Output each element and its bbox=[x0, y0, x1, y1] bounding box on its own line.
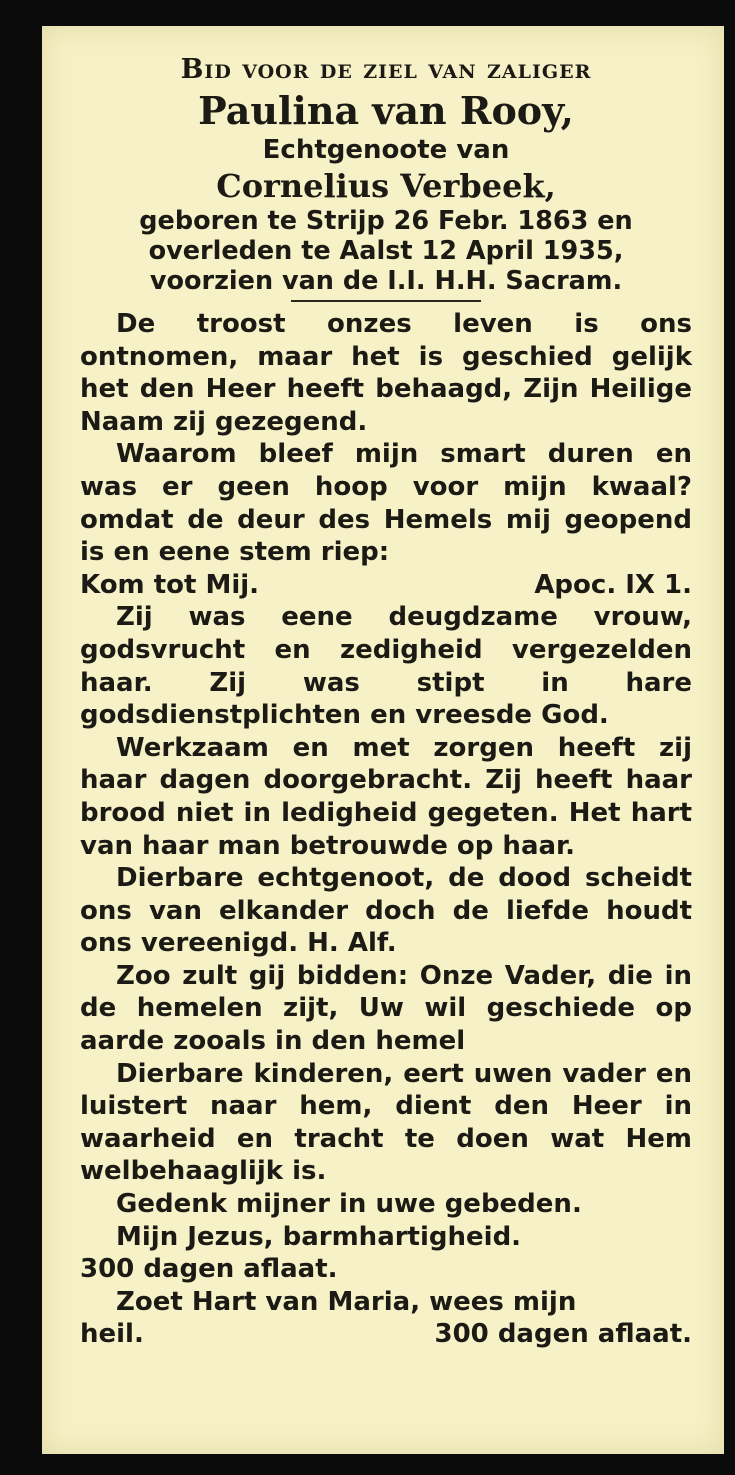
birth-line: geboren te Strijp 26 Febr. 1863 en bbox=[139, 206, 633, 236]
card-text bbox=[80, 308, 692, 1351]
spouse-intro: Echtgenoote van bbox=[262, 135, 510, 165]
prayer-end-line bbox=[80, 1318, 692, 1351]
spouse-name: Cornelius Verbeek, bbox=[216, 167, 556, 205]
paragraph: Zoo zult gij bidden: Onze Vader, die in de hemelen zijt, Uw wil geschiede op aarde zooals in den hemel bbox=[80, 960, 692, 1057]
verse-text: Kom tot Mij. bbox=[80, 569, 260, 600]
indulgence: 300 dagen aflaat. bbox=[80, 1254, 338, 1285]
verse-reference: Apoc. IX 1. bbox=[534, 569, 692, 600]
prayer-end: heil. bbox=[80, 1319, 144, 1350]
paragraph: Waarom bleef mijn smart duren en was er geen hoop voor mijn kwaal? omdat de deur des Hemels mij geopend is en eene stem riep: bbox=[80, 439, 692, 568]
heading: Bid voor de ziel van zaliger bbox=[180, 54, 592, 85]
sacraments-line: voorzien van de I.I. H.H. Sacram. bbox=[149, 266, 623, 296]
paragraph: De troost onzes leven is ons ontnomen, maar het is geschied gelijk het den Heer heeft behaagd, Zijn Heilige Naam zij gezegend. bbox=[80, 309, 692, 437]
card-header bbox=[80, 52, 692, 302]
verse-line bbox=[80, 569, 692, 602]
paragraph: Dierbare kinderen, eert uwen vader en luistert naar hem, dient den Heer in waarheid en tracht te doen wat Hem welbehaaglijk is. bbox=[80, 1058, 692, 1187]
paragraph: Zij was eene deugdzame vrouw, godsvrucht en zedigheid vergezelden haar. Zij was stipt in hare godsdienstplichten en vreesde God. bbox=[80, 602, 692, 731]
divider bbox=[291, 300, 481, 302]
deceased-name: Paulina van Rooy, bbox=[198, 88, 574, 133]
paragraph: Dierbare echtgenoot, de dood scheidt ons van elkander doch de liefde houdt ons vereenigd. H. Alf. bbox=[80, 863, 692, 959]
paragraph: Werkzaam en met zorgen heeft zij haar dagen doorgebracht. Zij heeft haar brood niet in ledigheid gegeten. Het hart van haar man betrouwde op haar. bbox=[80, 732, 692, 861]
prayer: Zoet Hart van Maria, wees mijn bbox=[116, 1286, 577, 1317]
indulgence: 300 dagen aflaat. bbox=[434, 1319, 692, 1350]
prayer: Mijn Jezus, barmhartigheid. bbox=[116, 1221, 522, 1252]
death-line: overleden te Aalst 12 April 1935, bbox=[148, 236, 624, 266]
paragraph: Gedenk mijner in uwe gebeden. bbox=[116, 1189, 582, 1220]
memorial-card bbox=[42, 26, 724, 1454]
